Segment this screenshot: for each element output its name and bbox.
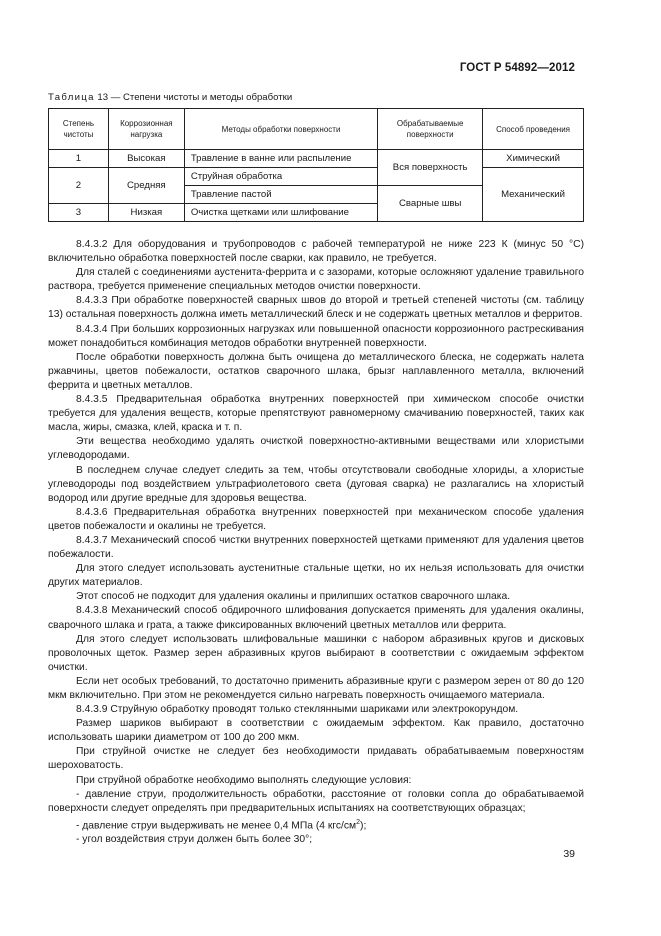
paragraph: Этот способ не подходит для удаления окалины и прилипших остатков сварочного шлака.: [76, 591, 511, 603]
cell-grade: 3: [49, 204, 109, 222]
table-caption-title: 13 — Степени чистоты и методы обработки: [94, 92, 293, 103]
paragraph: При струйной очистке не следует без необходимости придавать обрабатываемым поверхностям шероховатость.: [48, 746, 584, 772]
paragraph: 8.4.3.7 Механический способ чистки внутренних поверхностей щетками применяют для удаления цветов побежалости.: [48, 534, 584, 561]
cell-method: Очистка щетками или шлифование: [184, 204, 377, 222]
cell-load: Средняя: [108, 168, 184, 204]
page-number: 39: [563, 848, 575, 860]
paragraph: При струйной обработке необходимо выполнять следующие условия:: [76, 774, 412, 786]
paragraph-pressure: [48, 816, 584, 834]
paragraph: Эти вещества необходимо удалять очисткой поверхностно-активными веществами или хлористыми углеводородами.: [48, 436, 584, 462]
cell-grade: 1: [49, 150, 109, 168]
paragraph: 8.4.3.5 Предварительная обработка внутренних поверхностей при химическом способе очистки требуется для удаления веществ, которые препятствуют равномерному смачиванию поверхностей, таких как масла, жиры, смазка, клей, краска и т. п.: [48, 394, 584, 434]
table-caption: [48, 92, 292, 103]
cell-surface: Сварные швы: [378, 186, 483, 222]
cell-method: Струйная обработка: [184, 168, 377, 186]
paragraph: - давление струи, продолжительность обработки, расстояние от головки сопла до обрабатываемой поверхности следует определять при предварительных испытаниях на соответствующих образцах;: [48, 788, 584, 814]
cell-method: Травление в ванне или распыление: [184, 150, 377, 168]
cell-way: Химический: [483, 150, 584, 168]
paragraph: 8.4.3.4 При больших коррозионных нагрузках или повышенной опасности коррозионного растрескивания может понадобиться комбинация методов обработки внутренней поверхности.: [48, 323, 584, 349]
paragraph: Для этого следует использовать аустенитные стальные щетки, но их нельзя использовать для очистки других материалов.: [48, 563, 584, 589]
paragraph: Если нет особых требований, то достаточно применить абразивные круги с размером зерен от 80 до 120 мкм включительно. При этом не рекомендуется сильно нагревать поверхность очищаемого материала.: [48, 675, 584, 701]
paragraph: В последнем случае следует следить за тем, чтобы отсутствовали свободные хлориды, а хлористые углеводороды под воздействием ультрафиолетового света (дуговая сварка) не разлагались на хлористый водород или другие вредные для здоровья вещества.: [48, 464, 584, 504]
pressure-sup: 2: [356, 818, 361, 826]
paragraph: После обработки поверхность должна быть очищена до металлического блеска, не содержать налета ржавчины, цветов побежалости, остатков сварочного шлака, брызг наплавленного металла, включений феррита и цветных металлов.: [48, 351, 584, 391]
col-header-surfaces: Обрабатываемые поверхности: [378, 109, 483, 150]
paragraph: Размер шариков выбирают в соответствии с ожидаемым эффектом. Как правило, достаточно использовать шарики диаметром от 100 до 200 мкм.: [48, 718, 584, 744]
cell-way: Механический: [483, 168, 584, 222]
cell-method: Травление пастой: [184, 186, 377, 204]
cell-surface: Вся поверхность: [378, 150, 483, 186]
paragraph: 8.4.3.3 При обработке поверхностей сварных швов до второй и третьей степеней чистоты (см. таблицу 13) остальная поверхность должна иметь металлический блеск и не содержать цветных металлов и ферритов.: [48, 295, 584, 321]
paragraph: Для этого следует использовать шлифовальные машинки с набором абразивных кругов и дисковых проволочных щеток. Размер зерен абразивных кругов выбирают в соответствии с ожидаемым эффектом очистки.: [48, 633, 584, 673]
table-row: [49, 168, 584, 186]
body-text: [48, 238, 584, 847]
paragraph: 8.4.3.9 Струйную обработку проводят только стеклянными шариками или электрокорундом.: [76, 704, 519, 716]
col-header-grade: Степень чистоты: [49, 109, 109, 150]
cleanliness-table: [48, 108, 584, 222]
cell-load: Низкая: [108, 204, 184, 222]
pressure-text: - давление струи выдерживать не менее 0,4 МПа (4 кгс/см: [76, 820, 357, 832]
col-header-way: Способ проведения: [483, 109, 584, 150]
paragraph: Для сталей с соединениями аустенита-феррита и с зазорами, которые осложняют удаление травильного раствора, требуется применение специальных методов очистки поверхности.: [48, 267, 584, 293]
standard-number: ГОСТ Р 54892—2012: [459, 62, 575, 74]
paragraph: 8.4.3.8 Механический способ обдирочного шлифования допускается применять для удаления окалины, сварочного шлака и грата, а также фиксированных включений цветных металлов или феррита.: [48, 605, 584, 631]
cell-grade: 2: [49, 168, 109, 204]
table-row: [49, 150, 584, 168]
paragraph: - угол воздействия струи должен быть более 30°;: [76, 834, 313, 846]
pressure-tail: );: [360, 820, 367, 832]
col-header-load: Коррозионная нагрузка: [108, 109, 184, 150]
paragraph: 8.4.3.2 Для оборудования и трубопроводов с рабочей температурой не ниже 223 К (минус 50 °С) включительно обработка поверхностей после сварки, как правило, не требуется.: [48, 239, 584, 265]
table-caption-prefix: Таблица: [48, 92, 95, 103]
cell-load: Высокая: [108, 150, 184, 168]
col-header-methods: Методы обработки поверхности: [184, 109, 377, 150]
table-header-row: [49, 109, 584, 150]
paragraph: 8.4.3.6 Предварительная обработка внутренних поверхностей при механическом способе удаления цветов побежалости и окалины не требуется.: [48, 506, 584, 532]
